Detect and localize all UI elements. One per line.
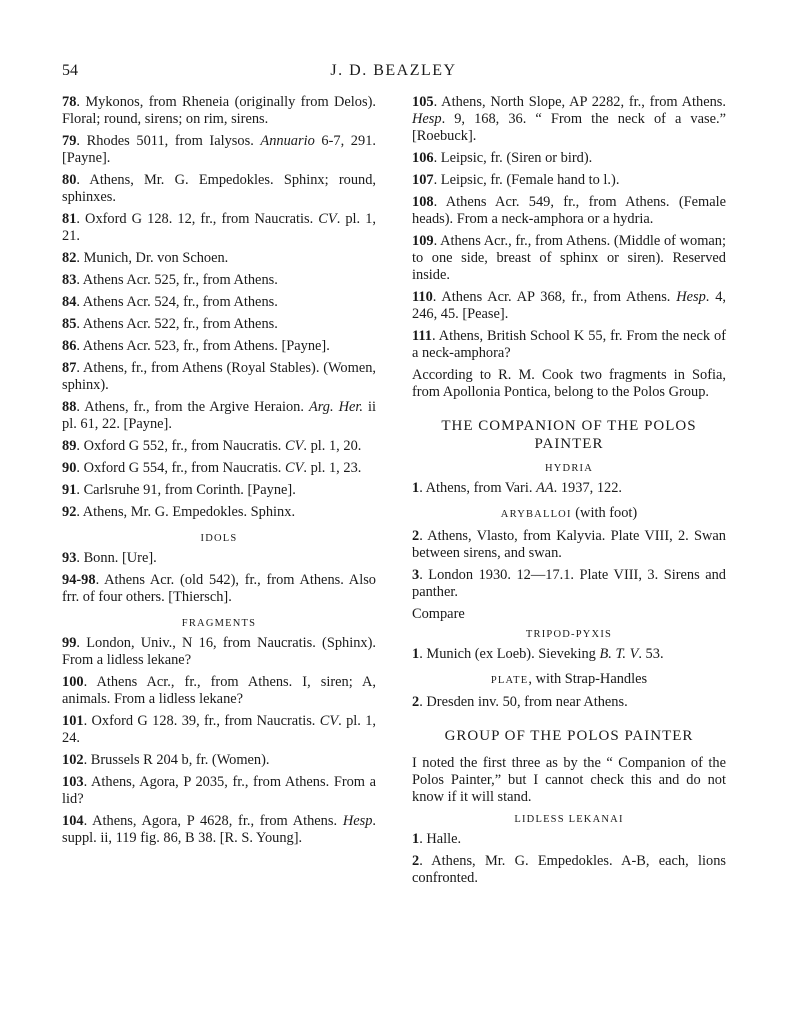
entry-text: . Oxford G 552, fr., from Naucratis.: [76, 438, 286, 454]
entry-text: . Athens, British School K 55, fr. From the neck of a neck-amphora?: [412, 328, 726, 361]
catalogue-entry: [412, 328, 726, 362]
entry-text: . Athens Acr. 524, fr., from Athens.: [76, 294, 278, 310]
entry-number: 85: [62, 316, 77, 332]
catalogue-entry: [412, 150, 726, 167]
entry-text: . Dresden inv. 50, from near Athens.: [419, 694, 628, 710]
entry-number: 88: [62, 399, 77, 415]
catalogue-entry: [412, 646, 726, 663]
entry-text: ii pl. 61, 22. [Payne].: [62, 399, 376, 432]
entry-number: 1: [412, 831, 420, 847]
entry-text: . Athens, from Vari.: [419, 480, 537, 496]
entry-text: . Athens Acr. 549, fr., from Athens. (Female heads). From a neck-amphora or a hydria.: [412, 194, 726, 227]
catalogue-entry: [62, 172, 376, 206]
section-heading-lidless-lekanai: LIDLESS LEKANAI: [514, 814, 624, 825]
entry-text: . Halle.: [419, 831, 462, 847]
aryballoi-heading-label: ARYBALLOI: [500, 509, 572, 520]
aryballoi-heading-rest: (with foot): [571, 505, 638, 521]
page-number: 54: [62, 62, 78, 79]
section-heading-companion: THE COMPANION OF THE POLOS PAINTER: [441, 418, 697, 452]
entry-reference: CV: [318, 211, 337, 227]
entry-number: 107: [412, 172, 434, 188]
group-note: I noted the first three as by the “ Companion of the Polos Painter,” but I cannot check this and do not know if it will stand.: [412, 755, 726, 805]
entry-number: 108: [412, 194, 434, 210]
catalogue-entry: [412, 528, 726, 562]
entry-number: 92: [62, 504, 77, 520]
entry-text: . 9, 168, 36. “ From the neck of a vase.” [Roebuck].: [412, 111, 726, 144]
entry-text: . Rhodes 5011, from Ialysos.: [76, 133, 261, 149]
entry-text: . Athens Acr. (old 542), fr., from Athens. Also frr. of four others. [Thiersch].: [62, 572, 376, 605]
catalogue-entry: [412, 94, 726, 145]
entry-number: 105: [412, 94, 434, 110]
entry-text: . Athens, Mr. G. Empedokles. Sphinx; round, sphinxes.: [62, 172, 376, 205]
catalogue-entry: [412, 853, 726, 887]
entry-number: 103: [62, 774, 84, 790]
entry-text: . Athens Acr. 523, fr., from Athens. [Payne].: [76, 338, 330, 354]
entry-number: 83: [62, 272, 77, 288]
catalogue-entry: [62, 294, 376, 311]
entry-text: . Athens, Agora, P 4628, fr., from Athens.: [83, 813, 343, 829]
entry-text: . Athens, Mr. G. Empedokles. Sphinx.: [76, 504, 296, 520]
catalogue-entry: [412, 831, 726, 848]
catalogue-entry: [62, 399, 376, 433]
right-column: [412, 94, 726, 892]
catalogue-entry: [62, 504, 376, 521]
entry-number: 94-98: [62, 572, 96, 588]
entry-number: 100: [62, 674, 84, 690]
entry-number: 93: [62, 550, 77, 566]
entry-reference: CV: [319, 713, 339, 729]
entry-number: 78: [62, 94, 77, 110]
catalogue-entry: [62, 550, 376, 567]
entry-number: 80: [62, 172, 77, 188]
entry-text: . 53.: [638, 646, 664, 662]
entry-number: 2: [412, 528, 420, 544]
entry-text: . suppl. ii, 119 fig. 86, B 38. [R. S. Young].: [62, 813, 376, 846]
compare-label: Compare: [412, 606, 465, 622]
entry-reference: CV: [285, 460, 304, 476]
entry-text: . 1937, 122.: [553, 480, 623, 496]
entry-text: . Athens Acr., fr., from Athens. (Middle of woman; to one side, breast of sphinx or siren). Reserved inside.: [412, 233, 726, 283]
entry-reference: Arg. Her.: [308, 399, 363, 415]
entry-number: 1: [412, 480, 420, 496]
plate-heading-label: PLATE: [490, 675, 529, 686]
entry-text: . Athens, North Slope, AP 2282, fr., from Athens.: [433, 94, 726, 110]
plate-heading-rest: , with Strap-Handles: [528, 671, 648, 687]
catalogue-entry: [62, 338, 376, 355]
section-heading-group: GROUP OF THE POLOS PAINTER: [444, 728, 694, 744]
entry-text: . Athens, Agora, P 2035, fr., from Athens. From a lid?: [62, 774, 376, 807]
entry-number: 101: [62, 713, 84, 729]
catalogue-entry: [62, 94, 376, 128]
entry-number: 106: [412, 150, 434, 166]
entry-number: 99: [62, 635, 77, 651]
catalogue-entry: [62, 360, 376, 394]
entry-number: 102: [62, 752, 84, 768]
catalogue-entry: [62, 674, 376, 708]
page-header: [0, 62, 787, 84]
left-column: [62, 94, 376, 852]
entry-text: . pl. 1, 24.: [62, 713, 376, 746]
catalogue-entry: [412, 194, 726, 228]
section-heading-plate: [412, 671, 726, 688]
catalogue-entry: [62, 316, 376, 333]
catalogue-entry: [62, 482, 376, 499]
catalogue-entry: [62, 572, 376, 606]
entry-number: 111: [412, 328, 432, 344]
entry-text: . Carlsruhe 91, from Corinth. [Payne].: [76, 482, 296, 498]
entry-number: 109: [412, 233, 434, 249]
entry-number: 1: [412, 646, 420, 662]
section-heading-aryballoi: [412, 505, 726, 522]
entry-text: . Oxford G 128. 39, fr., from Naucratis.: [83, 713, 320, 729]
catalogue-entry: [62, 752, 376, 769]
entry-text: . London 1930. 12—17.1. Plate VIII, 3. Sirens and panther.: [412, 567, 726, 600]
entry-reference: Hesp: [412, 111, 442, 127]
entry-reference: AA: [536, 480, 554, 496]
entry-reference: Hesp: [342, 813, 373, 829]
entry-text: . Athens, Vlasto, from Kalyvia. Plate VIII, 2. Swan between sirens, and swan.: [412, 528, 726, 561]
entry-reference: CV: [285, 438, 304, 454]
catalogue-entry: [62, 211, 376, 245]
entry-text: . London, Univ., N 16, from Naucratis. (Sphinx). From a lidless lekane?: [62, 635, 376, 668]
cook-note: According to R. M. Cook two fragments in Sofia, from Apollonia Pontica, belong to the Polos Group.: [412, 367, 726, 400]
entry-text: 6-7, 291. [Payne].: [62, 133, 376, 166]
entry-text: . Oxford G 128. 12, fr., from Naucratis.: [76, 211, 319, 227]
entry-number: 82: [62, 250, 77, 266]
catalogue-entry: [62, 250, 376, 267]
entry-text: . Athens, fr., from Athens (Royal Stables). (Women, sphinx).: [62, 360, 376, 393]
entry-number: 3: [412, 567, 420, 583]
catalogue-entry: [62, 813, 376, 847]
entry-text: . 4, 246, 45. [Pease].: [412, 289, 726, 322]
entry-text: . Brussels R 204 b, fr. (Women).: [83, 752, 270, 768]
catalogue-entry: [412, 480, 726, 497]
entry-text: . pl. 1, 23.: [303, 460, 362, 476]
entry-text: . Athens Acr., fr., from Athens. I, siren; A, animals. From a lidless lekane?: [62, 674, 376, 707]
entry-number: 90: [62, 460, 77, 476]
entry-text: . Athens, fr., from the Argive Heraion.: [76, 399, 309, 415]
entry-text: . Leipsic, fr. (Female hand to l.).: [433, 172, 620, 188]
entry-text: . Munich (ex Loeb). Sieveking: [419, 646, 600, 662]
catalogue-entry: [412, 172, 726, 189]
catalogue-entry: [62, 460, 376, 477]
entry-reference: Hesp: [676, 289, 706, 305]
entry-number: 104: [62, 813, 84, 829]
catalogue-entry: [62, 774, 376, 808]
catalogue-entry: [412, 289, 726, 323]
entry-number: 81: [62, 211, 77, 227]
catalogue-entry: [62, 272, 376, 289]
catalogue-entry: [62, 438, 376, 455]
entry-text: . Mykonos, from Rheneia (originally from Delos). Floral; round, sirens; on rim, sirens.: [62, 94, 376, 127]
entry-number: 2: [412, 694, 420, 710]
entry-text: . Oxford G 554, fr., from Naucratis.: [76, 460, 286, 476]
entry-number: 84: [62, 294, 77, 310]
entry-reference: B. T. V: [599, 646, 639, 662]
entry-number: 2: [412, 853, 420, 869]
entry-text: . pl. 1, 21.: [62, 211, 376, 244]
entry-text: . Bonn. [Ure].: [76, 550, 157, 566]
entry-text: . pl. 1, 20.: [303, 438, 362, 454]
entry-text: . Munich, Dr. von Schoen.: [76, 250, 229, 266]
catalogue-entry: [412, 694, 726, 711]
section-heading-hydria: HYDRIA: [544, 463, 594, 474]
catalogue-entry: [412, 233, 726, 284]
catalogue-entry: [62, 713, 376, 747]
entry-number: 79: [62, 133, 77, 149]
entry-text: . Athens Acr. 522, fr., from Athens.: [76, 316, 278, 332]
entry-text: . Leipsic, fr. (Siren or bird).: [433, 150, 593, 166]
catalogue-entry: [62, 133, 376, 167]
section-heading-fragments: FRAGMENTS: [181, 618, 257, 629]
section-heading-tripod-pyxis: TRIPOD-PYXIS: [525, 629, 613, 640]
catalogue-entry: [62, 635, 376, 669]
entry-number: 89: [62, 438, 77, 454]
entry-number: 86: [62, 338, 77, 354]
entry-number: 87: [62, 360, 77, 376]
entry-number: 91: [62, 482, 77, 498]
section-heading-idols: IDOLS: [200, 533, 238, 544]
entry-reference: Annuario: [260, 133, 315, 149]
entry-number: 110: [412, 289, 433, 305]
entry-text: . Athens, Mr. G. Empedokles. A-B, each, lions confronted.: [412, 853, 726, 886]
entry-text: . Athens Acr. AP 368, fr., from Athens.: [432, 289, 677, 305]
running-head: J. D. BEAZLEY: [330, 62, 457, 79]
catalogue-entry: [412, 567, 726, 601]
entry-text: . Athens Acr. 525, fr., from Athens.: [76, 272, 278, 288]
